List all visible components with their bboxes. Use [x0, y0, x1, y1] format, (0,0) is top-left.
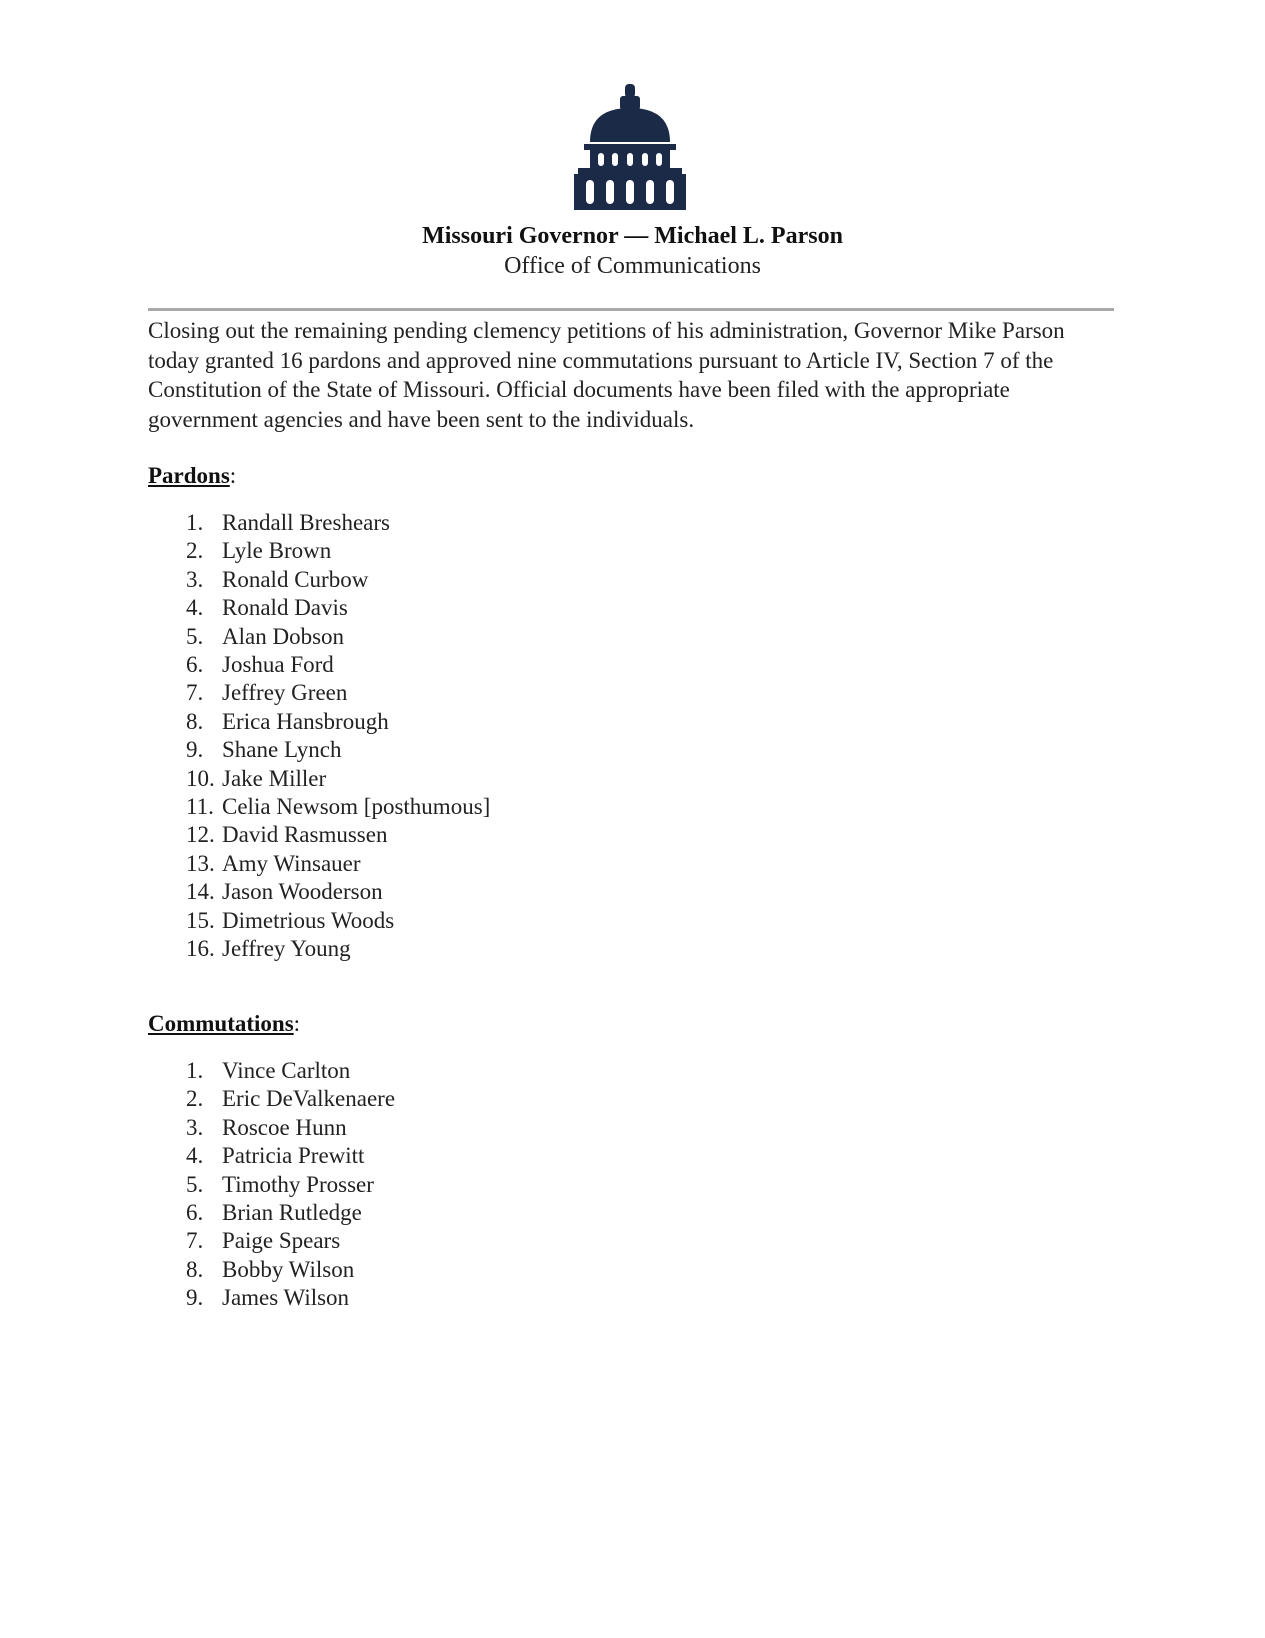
list-item-name: Jeffrey Green: [222, 680, 348, 706]
list-item-number: 7.: [186, 680, 204, 706]
list-item: [148, 1057, 395, 1085]
list-item-name: Eric DeValkenaere: [222, 1086, 396, 1112]
list-item-name: Randall Breshears: [222, 510, 390, 535]
commutations-heading: [148, 1010, 300, 1038]
list-item-name: Jason Wooderson: [222, 879, 383, 905]
list-item-number: 9.: [186, 737, 204, 763]
pardons-list: [148, 509, 490, 964]
list-item-name: Erica Hansbrough: [222, 708, 389, 734]
list-item: [148, 935, 490, 963]
list-item-number: 4.: [186, 1143, 204, 1169]
list-item-name: Jeffrey Young: [222, 936, 351, 962]
list-item: [148, 1284, 395, 1312]
list-item: [148, 850, 490, 878]
list-item-number: 9.: [186, 1285, 204, 1311]
list-item-name: Bobby Wilson: [222, 1256, 355, 1282]
list-item-name: Brian Rutledge: [222, 1200, 362, 1226]
list-item-name: Alan Dobson: [222, 623, 345, 649]
list-item-name: Shane Lynch: [222, 737, 342, 763]
list-item-number: 2.: [186, 538, 204, 564]
list-item-number: 5.: [186, 623, 204, 649]
intro-paragraph: Closing out the remaining pending clemency petitions of his administration, Governor Mike Parson today granted 16 pardons and approved nine commutations pursuant to Article IV, Section 7 of the Constitution of the State of Missouri. Official documents have been filed with the appropriate government agencies and have been sent to the individuals.: [148, 318, 1065, 432]
list-item-number: 15.: [186, 907, 215, 933]
list-item-name: Patricia Prewitt: [222, 1143, 365, 1169]
list-item: [148, 1227, 395, 1255]
list-item: [148, 651, 490, 679]
list-item-number: 8.: [186, 1256, 204, 1282]
list-item-number: 7.: [186, 1228, 204, 1254]
list-item-number: 3.: [186, 566, 204, 592]
list-item: [148, 679, 490, 707]
list-item: [148, 793, 490, 821]
list-item: [148, 1171, 395, 1199]
list-item-number: 14.: [186, 879, 215, 905]
list-item: [148, 1199, 395, 1227]
list-item: [148, 1256, 395, 1284]
header-title: Missouri Governor — Michael L. Parson: [422, 223, 843, 249]
list-item: [148, 765, 490, 793]
list-item-number: 3.: [186, 1114, 204, 1140]
list-item: [148, 708, 490, 736]
list-item: [148, 537, 490, 565]
commutations-heading-label: Commutations: [148, 1011, 294, 1036]
list-item-number: 2.: [186, 1086, 204, 1112]
list-item: [148, 1085, 395, 1113]
list-item-number: 6.: [186, 1200, 204, 1226]
list-item-name: Celia Newsom [posthumous]: [222, 794, 491, 820]
list-item-name: Joshua Ford: [222, 652, 334, 678]
list-item: [148, 566, 490, 594]
list-item-name: Amy Winsauer: [222, 850, 361, 876]
header-divider: [148, 308, 1114, 311]
list-item: [148, 1142, 395, 1170]
list-item-number: 6.: [186, 652, 204, 678]
list-item-number: 4.: [186, 595, 204, 621]
list-item-name: Paige Spears: [222, 1228, 341, 1254]
pardons-heading: [148, 462, 236, 490]
list-item: [148, 878, 490, 906]
list-item-name: Vince Carlton: [222, 1058, 351, 1083]
commutations-heading-colon: :: [293, 1011, 301, 1036]
list-item-number: 13.: [186, 850, 215, 876]
list-item-name: James Wilson: [222, 1285, 350, 1311]
list-item: [148, 509, 490, 537]
capitol-dome-icon: [574, 84, 686, 210]
list-item: [148, 1114, 395, 1142]
list-item-name: Ronald Curbow: [222, 566, 369, 592]
list-item-name: Jake Miller: [222, 765, 327, 791]
list-item-number: 1.: [186, 1058, 204, 1083]
list-item-number: 16.: [186, 936, 215, 962]
list-item: [148, 736, 490, 764]
list-item-name: Roscoe Hunn: [222, 1114, 347, 1140]
header-subtitle: Office of Communications: [504, 253, 761, 279]
list-item: [148, 623, 490, 651]
list-item-name: Lyle Brown: [222, 538, 332, 564]
list-item-number: 11.: [186, 794, 214, 820]
list-item: [148, 821, 490, 849]
list-item-number: 8.: [186, 708, 204, 734]
list-item: [148, 594, 490, 622]
pardons-heading-label: Pardons: [148, 463, 230, 488]
list-item-number: 12.: [186, 822, 215, 848]
list-item-name: David Rasmussen: [222, 822, 388, 848]
list-item-number: 10.: [186, 765, 215, 791]
commutations-list: [148, 1057, 395, 1313]
list-item-name: Dimetrious Woods: [222, 907, 395, 933]
list-item-number: 5.: [186, 1171, 204, 1197]
list-item: [148, 907, 490, 935]
pardons-heading-colon: :: [229, 463, 237, 488]
list-item-number: 1.: [186, 510, 204, 535]
list-item-name: Timothy Prosser: [222, 1171, 374, 1197]
list-item-name: Ronald Davis: [222, 595, 348, 621]
